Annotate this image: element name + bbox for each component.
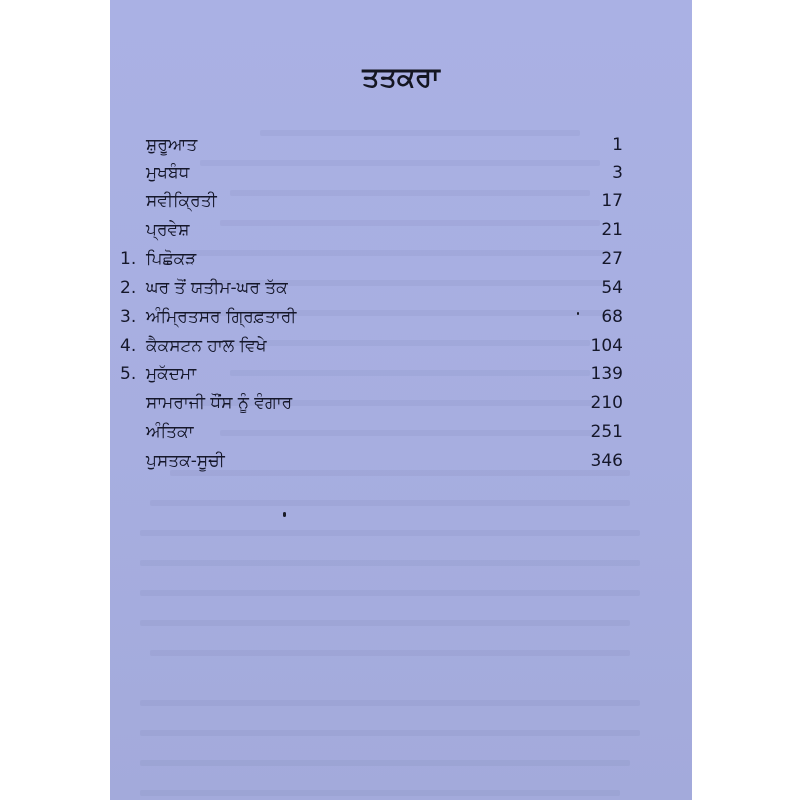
toc-entry	[110, 275, 692, 301]
show-through-line	[140, 760, 630, 766]
chapter-title: ਅੰਤਿਕਾ	[146, 422, 194, 442]
chapter-title: ਅੰਮ੍ਰਿਤਸਰ ਗ੍ਰਿਫ਼ਤਾਰੀ	[146, 307, 297, 327]
ink-speck	[283, 512, 286, 517]
toc-entry	[110, 448, 692, 474]
chapter-number: 2.	[120, 278, 137, 298]
page-number: 104	[590, 336, 623, 356]
show-through-line	[140, 590, 640, 596]
page-number: 17	[601, 191, 623, 211]
toc-entry	[110, 304, 692, 330]
page-number: 3	[612, 163, 623, 183]
show-through-line	[140, 790, 620, 796]
chapter-title: ਪੁਸਤਕ-ਸੂਚੀ	[146, 451, 225, 471]
show-through-line	[150, 500, 630, 506]
toc-entry	[110, 160, 692, 186]
page-number: 346	[590, 451, 623, 471]
chapter-title: ਸਾਮਰਾਜੀ ਧੌਂਸ ਨੂੰ ਵੰਗਾਰ	[146, 393, 293, 413]
chapter-title: ਮੁਖਬੰਧ	[146, 163, 190, 183]
chapter-number: 5.	[120, 364, 137, 384]
chapter-number: 1.	[120, 249, 137, 269]
page-number: 68	[601, 307, 623, 327]
show-through-line	[140, 700, 640, 706]
page-number: 54	[601, 278, 623, 298]
chapter-title: ਪ੍ਰਵੇਸ਼	[146, 220, 190, 240]
show-through-line	[150, 650, 630, 656]
chapter-title: ਘਰ ਤੋਂ ਯਤੀਮ-ਘਰ ਤੱਕ	[146, 278, 288, 298]
chapter-title: ਮੁਕੱਦਮਾ	[146, 364, 197, 384]
chapter-title: ਪਿਛੋਕੜ	[146, 249, 197, 269]
show-through-line	[140, 530, 640, 536]
chapter-number: 3.	[120, 307, 137, 327]
show-through-line	[140, 560, 640, 566]
page-number: 139	[590, 364, 623, 384]
chapter-number: 4.	[120, 336, 137, 356]
page-number: 210	[590, 393, 623, 413]
toc-entry	[110, 361, 692, 387]
chapter-title: ਸਵੀਕ੍ਰਿਤੀ	[146, 191, 217, 211]
page-number: 27	[601, 249, 623, 269]
toc-entry	[110, 419, 692, 445]
toc-entry	[110, 217, 692, 243]
ink-speck	[577, 312, 579, 315]
page-number: 1	[612, 135, 623, 155]
toc-entry	[110, 188, 692, 214]
page-number: 21	[601, 220, 623, 240]
show-through-line	[140, 620, 630, 626]
book-page	[110, 0, 692, 800]
toc-entry	[110, 390, 692, 416]
toc-entry	[110, 132, 692, 158]
chapter-title: ਸ਼ੁਰੂਆਤ	[146, 135, 198, 155]
page-title: ਤਤਕਰਾ	[362, 62, 440, 93]
show-through-line	[140, 730, 640, 736]
chapter-title: ਕੈਕਸਟਨ ਹਾਲ ਵਿਖੇ	[146, 336, 267, 356]
toc-entry	[110, 333, 692, 359]
toc-entry	[110, 246, 692, 272]
page-number: 251	[590, 422, 623, 442]
